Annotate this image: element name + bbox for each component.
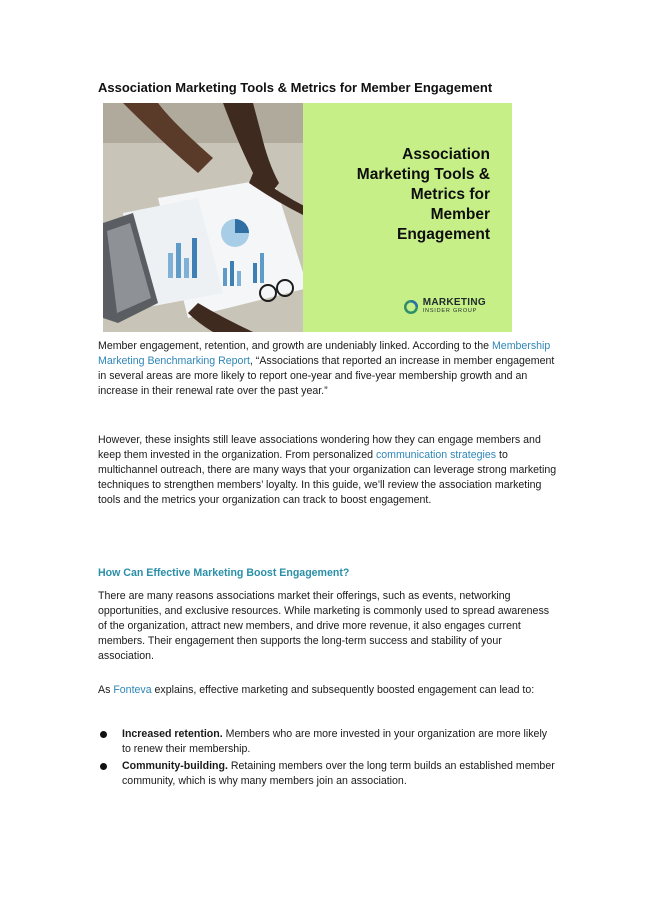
communication-strategies-link[interactable]: communication strategies <box>375 449 497 461</box>
list-item-text: Members who are more invested in your organization are more likely to renew their membership. <box>122 728 548 755</box>
list-item-lead: Community-building. <box>122 760 228 772</box>
list-item <box>98 727 558 757</box>
text-run: explains, effective marketing and subsequently boosted engagement can lead to: <box>151 684 535 696</box>
logo-text-secondary: INSIDER GROUP <box>422 308 478 314</box>
bullet-icon <box>100 763 107 770</box>
intro-paragraph-2 <box>98 433 558 508</box>
text-run: Member engagement, retention, and growth are undeniably linked. According to the <box>98 340 492 352</box>
logo-mark-icon <box>403 299 419 315</box>
document-title: Association Marketing Tools & Metrics for Member Engagement <box>98 80 493 95</box>
text-run: As <box>98 684 114 696</box>
marketing-insider-group-logo <box>403 298 486 316</box>
benefits-list <box>98 727 558 791</box>
list-item <box>98 759 558 789</box>
fonteva-link[interactable]: Fonteva <box>113 684 152 696</box>
text-run: However, these insights still leave associations wondering how they can engage members and keep them invested in the organization. From personalized <box>98 434 541 461</box>
text-run: to multichannel outreach, there are many ways that your organization can leverage strong marketing techniques to strengthen members’ loyalty. In this guide, we’ll review the association marketing tools and the metrics your organization can track to boost engagement. <box>98 449 557 506</box>
list-item-lead: Increased retention. <box>122 728 223 740</box>
intro-paragraph-1 <box>98 339 558 399</box>
benchmarking-report-link[interactable]: Membership Marketing Benchmarking Report <box>98 340 551 367</box>
list-item-text: Retaining members over the long term builds an established member community, which is why many members join an association. <box>122 760 555 787</box>
section-paragraph-2 <box>98 683 558 698</box>
section-heading: How Can Effective Marketing Boost Engagement? <box>98 567 350 579</box>
hero-image <box>103 103 512 332</box>
bullet-icon <box>100 731 107 738</box>
logo-text-primary: MARKETING <box>422 297 486 308</box>
hero-title: Association Marketing Tools & Metrics for Member Engagement <box>356 146 490 243</box>
text-run: , “Associations that reported an increase in member engagement in several areas are more likely to report one-year and five-year membership growth and an increase in their renewal rate over the past year.” <box>98 355 555 397</box>
section-paragraph-1: There are many reasons associations market their offerings, such as events, networking opportunities, and exclusive resources. While marketing is commonly used to spread awareness of the organization, attract new members, and drive more revenue, it also engages current members. Their engagement then supports the long-term success and stability of your association. <box>98 590 550 662</box>
